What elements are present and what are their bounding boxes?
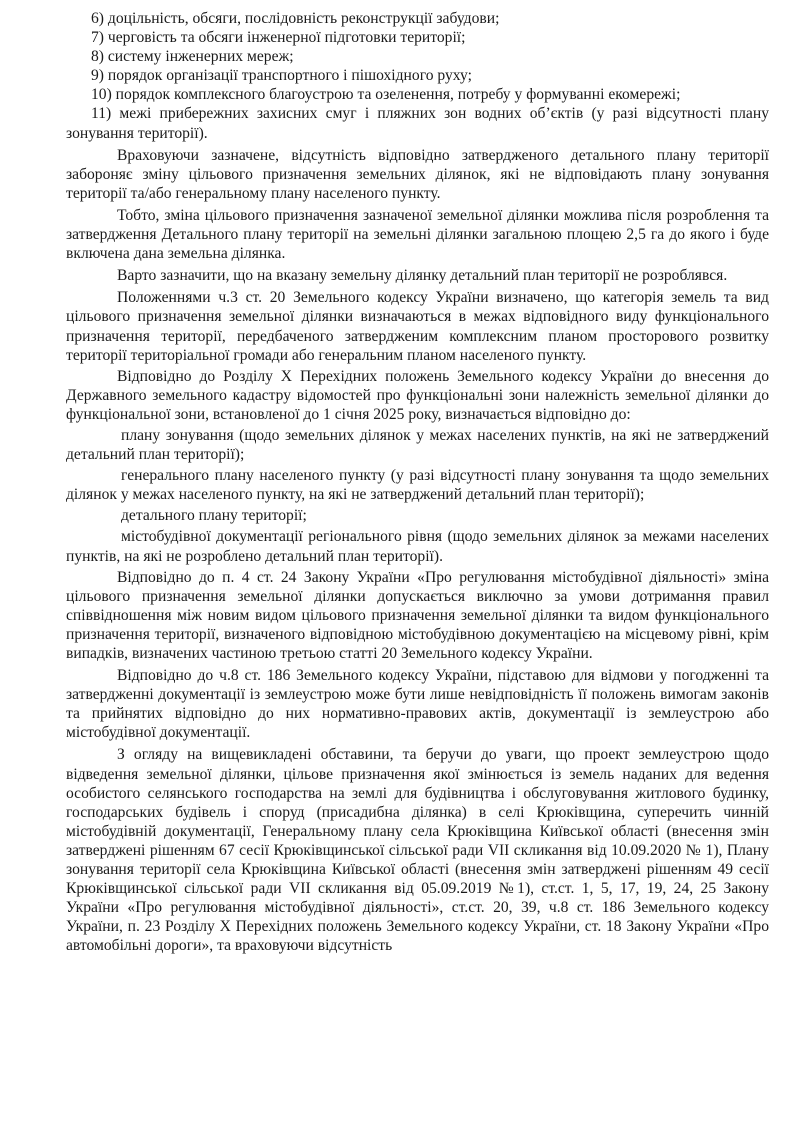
list-item-10: 10) порядок комплексного благоустрою та озеленення, потребу у формуванні екомережі; — [91, 86, 681, 104]
paragraph-change-possible: Тобто, зміна цільового призначення зазначеної земельної ділянки можлива після розроблення та затвердження Детального плану території на земельні ділянки загальною площею 2,5 га до якого і буде включена дана земельна ділянка. — [66, 206, 769, 263]
paragraph-conclusion: З огляду на вищевикладені обставини, та беручи до уваги, що проект землеустрою щодо відведення земельної ділянки, цільове призначення якої змінюється із земель наданих для ведення особистого селянського господарства на землі для будівництва і обслуговування житлового будинку, господарських будівель і споруд (присадибна ділянка) в селі Крюківщина, суперечить чинній містобудівній документації, Генеральному плану села Крюківщина Київської області (внесення змін затверджені рішенням 67 сесії Крюківщинської сільської ради VII скликання від 10.09.2020 № 1), Плану зонування території села Крюківщина Київської області (внесення змін затверджені рішенням 49 сесії Крюківщинської сільської ради VII скликання від 05.09.2019 №1), ст.ст. 1, 5, 17, 19, 24, 25 Закону України «Про регулювання містобудівної діяльності», ст.ст. 20, 39, ч.8 ст. 186 Земельного кодексу України, п. 23 Розділу X Перехідних положень Земельного кодексу України, ст. 18 Закону України «Про автомобільні дороги», та враховуючи відсутність — [66, 746, 769, 955]
list-item-8: 8) систему інженерних мереж; — [91, 48, 294, 66]
sub-item-general-plan: генерального плану населеного пункту (у разі відсутності плану зонування та щодо земельних ділянок у межах населеного пункту, на які не затверджений детальний план території); — [66, 467, 769, 504]
list-item-11: 11) межі прибережних захисних смуг і пляжних зон водних об’єктів (у разі відсутності плану зонування території). — [66, 105, 769, 142]
paragraph-plan-not-developed: Варто зазначити, що на вказану земельну ділянку детальний план території не розроблявся. — [117, 267, 728, 285]
list-item-7: 7) черговість та обсяги інженерної підготовки території; — [91, 29, 466, 47]
list-item-6: 6) доцільність, обсяги, послідовність реконструкції забудови; — [91, 10, 500, 27]
paragraph-no-detailed-plan: Враховуючи зазначене, відсутність відповідно затвердженого детального плану території забороняє зміну цільового призначення земельних ділянок, які не відповідають плану зонування території та/або генеральному плану населеного пункту. — [66, 146, 769, 202]
sub-item-regional-documentation: містобудівної документації регіонального рівня (щодо земельних ділянок за межами населених пунктів, на які не розроблено детальний план території). — [66, 528, 769, 565]
paragraph-urban-planning-law: Відповідно до п. 4 ст. 24 Закону України «Про регулювання містобудівної діяльності» зміна цільового призначення земельної ділянки допускається виключно за умови дотримання правил співвідношення між новим видом цільового призначення земельної ділянки та видом функціонального призначення території, визначеного відповідною містобудівною документацією на місцевому рівні, крім випадків, визначених частиною третьою статті 20 Земельного кодексу України. — [66, 568, 769, 662]
paragraph-land-code-art186: Відповідно до ч.8 ст. 186 Земельного кодексу України, підставою для відмови у погодженні та затвердженні документації із землеустрою може бути лише невідповідність її положень вимогам законів та прийнятих відповідно до них нормативно-правових актів, документації із землеустрою або містобудівної документації. — [66, 667, 769, 742]
sub-item-zoning-plan: плану зонування (щодо земельних ділянок у межах населених пунктів, на які не затверджений детальний план території); — [66, 426, 769, 464]
paragraph-transitional-provisions: Відповідно до Розділу X Перехідних положень Земельного кодексу України до внесення до Державного земельного кадастру відомостей про функціональні зони належність земельної ділянки до функціональної зони, встановленої до 1 січня 2025 року, визначається відповідно до: — [66, 367, 769, 423]
paragraph-land-code-art20: Положеннями ч.3 ст. 20 Земельного кодексу України визначено, що категорія земель та вид цільового призначення земельної ділянки визначаються в межах відповідного виду функціонального призначення території, передбаченого затвердженим комплексним планом просторового розвитку території територіальної громади або генеральним планом населеного пункту. — [66, 289, 769, 364]
list-item-9: 9) порядок організації транспортного і пішохідного руху; — [91, 67, 472, 85]
sub-item-detailed-plan: детального плану території; — [121, 507, 307, 525]
